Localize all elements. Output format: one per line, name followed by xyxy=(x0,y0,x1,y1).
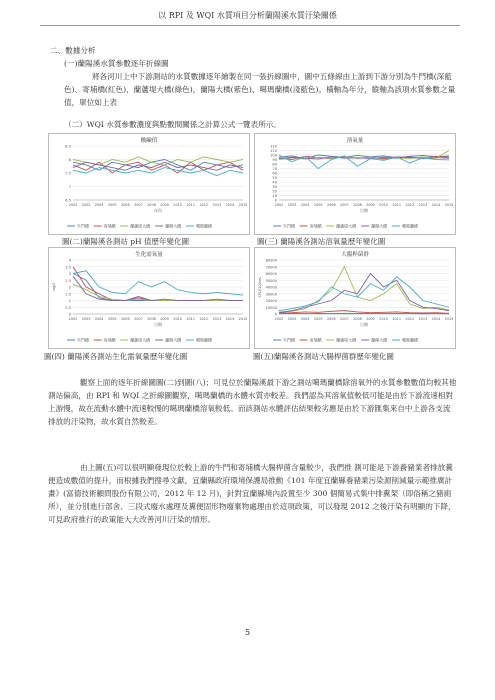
x-tick-label: 2014 xyxy=(431,203,441,207)
chart-ph xyxy=(48,133,250,235)
paragraph-2: 觀察上面的逐年折線圖圖(二)到圖(八)；可見位於蘭陽溪最下游之測站噶瑪蘭橋除溶氧外的水質參數數值均較其他測站偏高，由 RPI 和 WQI 之折線圖觀察，噶瑪蘭橋的水體水質亦較差。我們認為其溶氧值較低可能是由於下游流速相對上游慢，故在流動水體中流速較慢的噶瑪蘭橋溶氧較低。而該測站水體評估結果較劣應是由於下游匯集來自中上游各支流排放的汙染物，故水質自然較差。 xyxy=(48,378,457,426)
x-tick-label: 2013 xyxy=(212,203,222,207)
x-tick-label: 2015 xyxy=(444,317,454,321)
chart-ph-svg xyxy=(49,134,249,234)
x-tick-label: 2008 xyxy=(147,203,156,207)
x-tick-label: 2011 xyxy=(186,317,196,321)
caption-fig2: 圖(二)蘭陽溪各測站 pH 值歷年變化圖 xyxy=(62,237,189,246)
chart-bod xyxy=(48,247,250,349)
x-tick-label: 2015 xyxy=(238,203,248,207)
y-tick-label: 70 xyxy=(272,167,277,171)
y-tick-label: 3 xyxy=(68,272,71,276)
x-tick-label: 2005 xyxy=(107,203,117,207)
chart-coliform xyxy=(254,247,456,349)
x-tick-label: 2002 xyxy=(274,317,284,321)
y-tick-label: 30000 xyxy=(265,292,277,297)
x-tick-label: 2014 xyxy=(225,317,235,321)
caption-fig3: 圖(三) 蘭陽溪各測站溶氧量歷年變化圖 xyxy=(257,237,386,246)
y-tick-label: 7 xyxy=(68,185,71,189)
x-tick-label: 2008 xyxy=(147,317,156,321)
x-tick-label: 2011 xyxy=(392,317,402,321)
x-tick-label: 2010 xyxy=(173,203,182,207)
x-tick-label: 2014 xyxy=(225,203,235,207)
x-tick-label: 2015 xyxy=(444,203,454,207)
x-tick-label: 2003 xyxy=(81,203,91,207)
y-tick-label: 1.5 xyxy=(65,292,71,297)
x-tick-label: 2009 xyxy=(160,317,169,321)
series-line xyxy=(279,311,449,314)
y-tick-label: 100 xyxy=(270,153,277,158)
y-axis-label: CFU/100mL xyxy=(258,276,262,298)
legend-label: 噶瑪蘭橋 xyxy=(196,223,212,229)
x-tick-label: 2005 xyxy=(313,203,323,207)
caption-fig5: 圖(五)蘭陽溪各測站大腸桿菌群歷年變化圖 xyxy=(253,352,394,361)
x-tick-label: 2006 xyxy=(120,203,130,207)
legend-label: 牛鬥橋 xyxy=(77,223,89,229)
y-tick-label: 110 xyxy=(270,149,277,153)
series-line xyxy=(73,271,243,295)
y-tick-label: 60 xyxy=(272,171,277,176)
legend-label: 噶瑪蘭橋 xyxy=(196,337,212,343)
x-tick-label: 2008 xyxy=(353,203,362,207)
legend-label: 蘭蘆堤大橋 xyxy=(130,223,151,229)
y-tick-label: 10 xyxy=(272,194,277,198)
chart-coliform-svg xyxy=(255,248,455,348)
legend-label: 噶瑪蘭橋 xyxy=(402,337,418,343)
x-tick-label: 2014 xyxy=(431,317,441,321)
chart-title: 酸鹼值 xyxy=(140,138,158,144)
y-tick-label: 7.5 xyxy=(65,171,71,176)
y-tick-label: 20 xyxy=(272,189,277,194)
x-tick-label: 2006 xyxy=(326,317,336,321)
x-tick-label: 2003 xyxy=(287,203,297,207)
x-tick-label: 2003 xyxy=(81,317,91,321)
y-tick-label: 2.5 xyxy=(65,278,71,283)
x-tick-label: 2010 xyxy=(379,203,388,207)
x-tick-label: 2013 xyxy=(212,317,222,321)
y-tick-label: 2 xyxy=(68,285,71,290)
y-tick-label: 90 xyxy=(272,158,277,162)
legend-label: 蘭蘆堤大橋 xyxy=(336,223,357,229)
x-tick-label: 2009 xyxy=(366,203,375,207)
legend-label: 牛鬥橋 xyxy=(283,337,295,343)
section-heading: 二、數據分析 xyxy=(50,46,96,55)
x-tick-label: 2012 xyxy=(199,317,209,321)
series-line xyxy=(73,267,243,301)
paragraph-1: 將各河川上中下游測站的水質數據逐年繪製在同一張折線圖中，圖中五條線由上游到下游分別為牛鬥橋(深藍色)、寄埔橋(紅色)、蘭蘆堤大橋(綠色)，蘭陽大橋(紫色)、噶瑪蘭橋(淺藍色)。橫軸為年分，縱軸為該項水質參數之量值，單位如上表 xyxy=(64,72,456,107)
y-tick-label: 0 xyxy=(68,312,71,317)
x-tick-label: 2008 xyxy=(353,317,362,321)
series-line xyxy=(279,274,449,313)
y-tick-label: 10000 xyxy=(265,305,277,310)
x-tick-label: 2004 xyxy=(300,317,310,321)
header-divider xyxy=(40,25,460,26)
y-tick-label: 6.5 xyxy=(65,198,71,203)
legend-label: 寄埔橋 xyxy=(309,223,322,229)
caption-fig4: 圖(四) 蘭陽溪各測站生化需氧量歷年變化圖 xyxy=(44,352,188,361)
x-tick-label: 2007 xyxy=(134,317,143,321)
y-tick-label: 50 xyxy=(272,176,277,180)
subsection-heading-2: （二）WQI 水質參數濃度與點數間關係之計算公式一覽表所示。 xyxy=(64,120,281,129)
legend-label: 蘭蘆堤大橋 xyxy=(130,337,151,343)
legend-label: 牛鬥橋 xyxy=(77,337,89,343)
x-tick-label: 2013 xyxy=(418,317,428,321)
x-tick-label: 2004 xyxy=(94,203,104,207)
legend-label: 蘭陽大橋 xyxy=(371,223,388,229)
y-tick-label: 30 xyxy=(272,185,277,189)
legend-label: 蘭陽大橋 xyxy=(165,337,182,343)
x-tick-label: 2010 xyxy=(379,317,388,321)
page-header: 以 RPI 及 WQI 水質項目分析蘭陽溪水質汙染關係 xyxy=(158,11,337,20)
x-tick-label: 2011 xyxy=(392,203,402,207)
x-tick-label: 2006 xyxy=(120,317,130,321)
y-tick-label: 60000 xyxy=(265,272,277,276)
legend-label: 噶瑪蘭橋 xyxy=(402,223,418,229)
x-tick-label: 2007 xyxy=(134,203,143,207)
x-tick-label: 2013 xyxy=(418,203,428,207)
y-tick-label: 1 xyxy=(68,299,71,303)
x-axis-label: 日期 xyxy=(154,322,162,327)
legend-label: 牛鬥橋 xyxy=(283,223,295,229)
x-tick-label: 2002 xyxy=(68,203,78,207)
y-tick-label: 8.5 xyxy=(65,144,71,149)
x-tick-label: 2012 xyxy=(405,317,415,321)
x-tick-label: 2002 xyxy=(274,203,284,207)
y-tick-label: 3.5 xyxy=(65,265,71,270)
x-axis-label: 年份 xyxy=(154,208,162,213)
y-tick-label: 40 xyxy=(272,180,277,185)
legend-label: 寄埔橋 xyxy=(103,337,116,343)
x-tick-label: 2003 xyxy=(287,317,297,321)
y-axis-label: mg/L xyxy=(52,282,56,292)
y-tick-label: 70000 xyxy=(265,265,277,270)
paragraph-3: 由上圖(五)可以很明顯發現位於較上游的牛鬥和寄埔橋大腸桿菌含量較少，我們推 測可能是下游養豬業者排放糞便造成數值的提升，而根據我們搜尋文獻，宜蘭縣政府環境保護局推動《101 年度宜蘭縣養豬業污染源削減量示範推廣計畫》(富德技術顧問股份有限公司，2012 年 12 月)，針對宜蘭縣境內設置至少 300 個簡易式集中排糞架（即俗稱之豬廁所），並分別進行部舍、三段式廢水處理及糞便固形物廢棄物處理由於這項政策，可以發現 2012 之後汙染有明顯的下降，可見政府推行的政策能大大改善河川汙染的情形。 xyxy=(48,463,456,524)
y-tick-label: 40000 xyxy=(265,285,277,290)
chart-title: 生化需氧量 xyxy=(135,252,163,258)
legend-label: 寄埔橋 xyxy=(103,223,116,229)
x-tick-label: 2007 xyxy=(340,203,349,207)
x-tick-label: 2012 xyxy=(199,203,209,207)
chart-title: 大腸桿菌群 xyxy=(341,252,369,258)
x-tick-label: 2007 xyxy=(340,317,349,321)
y-tick-label: 120 xyxy=(270,144,277,149)
legend-label: 蘭蘆堤大橋 xyxy=(336,337,357,343)
page-number: 5 xyxy=(244,628,251,637)
x-tick-label: 2006 xyxy=(326,203,336,207)
chart-do-svg xyxy=(255,134,455,234)
y-tick-label: 0.5 xyxy=(65,305,71,310)
y-tick-label: 50000 xyxy=(265,278,277,283)
y-tick-label: 4 xyxy=(68,258,71,263)
y-tick-label: 8 xyxy=(68,158,71,162)
y-tick-label: 0 xyxy=(274,198,277,203)
legend-label: 寄埔橋 xyxy=(309,337,322,343)
series-line xyxy=(73,168,243,176)
chart-title: 溶氧量 xyxy=(346,138,364,144)
x-tick-label: 2002 xyxy=(68,317,78,321)
x-tick-label: 2011 xyxy=(186,203,196,207)
y-tick-label: 80000 xyxy=(265,258,277,263)
x-tick-label: 2012 xyxy=(405,203,415,207)
x-tick-label: 2004 xyxy=(94,317,104,321)
x-tick-label: 2005 xyxy=(313,317,323,321)
subsection-heading: (一)蘭陽溪水質參數逐年折線圖 xyxy=(64,59,169,68)
legend-label: 蘭陽大橋 xyxy=(371,337,388,343)
y-tick-label: 0 xyxy=(274,312,277,317)
legend-label: 蘭陽大橋 xyxy=(165,223,182,229)
x-tick-label: 2005 xyxy=(107,317,117,321)
x-axis-label: 日期 xyxy=(360,322,368,327)
x-axis-label: 日期 xyxy=(360,208,368,213)
x-tick-label: 2009 xyxy=(160,203,169,207)
x-tick-label: 2010 xyxy=(173,317,182,321)
chart-bod-svg xyxy=(49,248,249,348)
chart-do xyxy=(254,133,456,235)
y-tick-label: 80 xyxy=(272,162,277,167)
x-tick-label: 2009 xyxy=(366,317,375,321)
y-tick-label: 20000 xyxy=(265,299,277,303)
x-tick-label: 2015 xyxy=(238,317,248,321)
x-tick-label: 2004 xyxy=(300,203,310,207)
